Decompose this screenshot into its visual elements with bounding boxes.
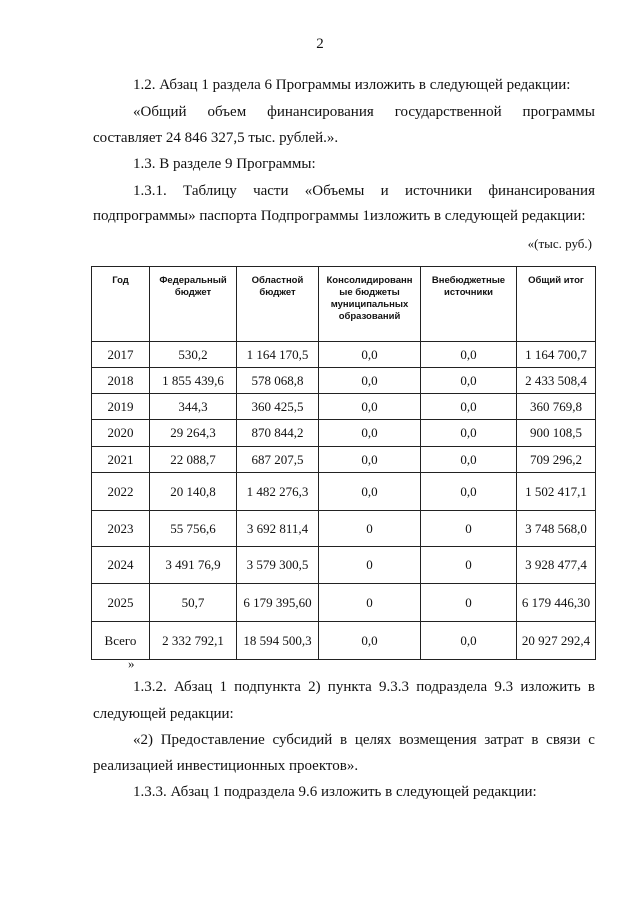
paragraph-1-2-quote-line2: составляет 24 846 327,5 тыс. рублей.». (93, 130, 339, 146)
cell-federal: 3 491 76,9 (150, 547, 237, 584)
table-row (92, 447, 596, 473)
cell-year: 2022 (92, 473, 150, 511)
cell-regional: 3 579 300,5 (237, 547, 319, 584)
word: пункта (327, 679, 372, 695)
cell-year: 2019 (92, 394, 150, 420)
cell-federal: 29 264,3 (150, 420, 237, 447)
word: подпункта (234, 679, 301, 695)
paragraph-1-3-3: 1.3.3. Абзац 1 подраздела 9.6 изложить в следующей редакции: (133, 784, 537, 800)
cell-extrabudgetary: 0,0 (421, 447, 517, 473)
word: в (531, 732, 539, 748)
cell-year: 2025 (92, 584, 150, 622)
cell-municipal: 0,0 (319, 622, 421, 660)
word: объем (207, 104, 247, 120)
paragraph-1-3-2-line1 (133, 676, 595, 698)
cell-regional: 360 425,5 (237, 394, 319, 420)
word: «2) (133, 732, 153, 748)
word: «Объемы (304, 183, 365, 199)
cell-federal: 2 332 792,1 (150, 622, 237, 660)
header-regional-budget: Областной бюджет (237, 267, 319, 342)
word: и (380, 183, 389, 199)
cell-total: 709 296,2 (517, 447, 596, 473)
table-row (92, 368, 596, 394)
word: возмещения (399, 732, 477, 748)
word: с (588, 732, 595, 748)
table-header-row (92, 267, 596, 342)
cell-year: 2018 (92, 368, 150, 394)
header-year: Год (92, 267, 150, 342)
cell-extrabudgetary: 0,0 (421, 394, 517, 420)
cell-municipal: 0 (319, 511, 421, 547)
paragraph-1-2: 1.2. Абзац 1 раздела 6 Программы изложить в следующей редакции: (133, 77, 571, 93)
page-number: 2 (316, 36, 324, 52)
header-extrabudgetary: Внебюджетные источники (421, 267, 517, 342)
cell-federal: 22 088,7 (150, 447, 237, 473)
cell-extrabudgetary: 0 (421, 584, 517, 622)
word: связи (546, 732, 581, 748)
cell-municipal: 0,0 (319, 342, 421, 368)
cell-regional: 578 068,8 (237, 368, 319, 394)
cell-total: 360 769,8 (517, 394, 596, 420)
cell-total: 1 164 700,7 (517, 342, 596, 368)
cell-year: Всего (92, 622, 150, 660)
cell-extrabudgetary: 0,0 (421, 622, 517, 660)
word: 1.3.2. (133, 679, 167, 695)
word: изложить (520, 679, 581, 695)
paragraph-1-2-quote-line1 (133, 101, 595, 123)
cell-year: 2024 (92, 547, 150, 584)
word: 9.3.3 (379, 679, 410, 695)
table-row (92, 511, 596, 547)
table-row (92, 473, 596, 511)
cell-year: 2021 (92, 447, 150, 473)
cell-municipal: 0 (319, 584, 421, 622)
table-row (92, 547, 596, 584)
cell-regional: 18 594 500,3 (237, 622, 319, 660)
cell-federal: 530,2 (150, 342, 237, 368)
paragraph-1-3-2-line2: следующей редакции: (93, 706, 234, 722)
cell-total: 1 502 417,1 (517, 473, 596, 511)
cell-year: 2023 (92, 511, 150, 547)
cell-extrabudgetary: 0 (421, 547, 517, 584)
word: Абзац (173, 679, 213, 695)
cell-municipal: 0,0 (319, 447, 421, 473)
table-row (92, 394, 596, 420)
word: подраздела (416, 679, 488, 695)
cell-federal: 344,3 (150, 394, 237, 420)
cell-regional: 6 179 395,60 (237, 584, 319, 622)
cell-regional: 3 692 811,4 (237, 511, 319, 547)
header-federal-budget: Федеральный бюджет (150, 267, 237, 342)
cell-total: 6 179 446,30 (517, 584, 596, 622)
table-body (92, 342, 596, 660)
paragraph-1-3-1-line2: подпрограммы» паспорта Подпрограммы 1изложить в следующей редакции: (93, 208, 586, 224)
cell-year: 2017 (92, 342, 150, 368)
cell-municipal: 0,0 (319, 420, 421, 447)
word: Таблицу (183, 183, 237, 199)
word: «Общий (133, 104, 187, 120)
cell-regional: 687 207,5 (237, 447, 319, 473)
cell-federal: 20 140,8 (150, 473, 237, 511)
cell-municipal: 0,0 (319, 473, 421, 511)
unit-label: «(тыс. руб.) (527, 236, 592, 251)
cell-municipal: 0,0 (319, 394, 421, 420)
cell-extrabudgetary: 0,0 (421, 368, 517, 394)
cell-regional: 1 482 276,3 (237, 473, 319, 511)
cell-extrabudgetary: 0 (421, 511, 517, 547)
word: финансирования (488, 183, 595, 199)
table-row (92, 420, 596, 447)
word: в (340, 732, 348, 748)
cell-total: 20 927 292,4 (517, 622, 596, 660)
word: субсидий (272, 732, 333, 748)
header-total: Общий итог (517, 267, 596, 342)
cell-regional: 1 164 170,5 (237, 342, 319, 368)
word: Предоставление (160, 732, 265, 748)
cell-municipal: 0,0 (319, 368, 421, 394)
cell-extrabudgetary: 0,0 (421, 420, 517, 447)
cell-federal: 50,7 (150, 584, 237, 622)
cell-municipal: 0 (319, 547, 421, 584)
paragraph-subsidy-line1 (133, 729, 595, 751)
paragraph-subsidy-line2: реализацией инвестиционных проектов». (93, 758, 359, 774)
cell-federal: 1 855 439,6 (150, 368, 237, 394)
cell-extrabudgetary: 0,0 (421, 473, 517, 511)
cell-federal: 55 756,6 (150, 511, 237, 547)
word: целях (354, 732, 392, 748)
word: в (587, 679, 595, 695)
closing-quote: » (128, 656, 135, 671)
word: финансирования (267, 104, 374, 120)
word: 2) (308, 679, 321, 695)
word: затрат (484, 732, 524, 748)
paragraph-1-3-1-line1 (133, 180, 595, 202)
cell-total: 3 928 477,4 (517, 547, 596, 584)
cell-regional: 870 844,2 (237, 420, 319, 447)
word: государственной (394, 104, 502, 120)
word: 9.3 (494, 679, 514, 695)
word: источники (404, 183, 473, 199)
word: программы (522, 104, 595, 120)
cell-extrabudgetary: 0,0 (421, 342, 517, 368)
word: части (253, 183, 289, 199)
cell-total: 3 748 568,0 (517, 511, 596, 547)
paragraph-1-3: 1.3. В разделе 9 Программы: (133, 156, 316, 172)
word: 1.3.1. (133, 183, 167, 199)
cell-year: 2020 (92, 420, 150, 447)
cell-total: 900 108,5 (517, 420, 596, 447)
word: 1 (219, 679, 227, 695)
table-row (92, 622, 596, 660)
table-row (92, 584, 596, 622)
table-row (92, 342, 596, 368)
cell-total: 2 433 508,4 (517, 368, 596, 394)
header-municipal-budgets: Консолидированн ые бюджеты муниципальных образований (319, 267, 421, 342)
financing-table (91, 266, 596, 660)
